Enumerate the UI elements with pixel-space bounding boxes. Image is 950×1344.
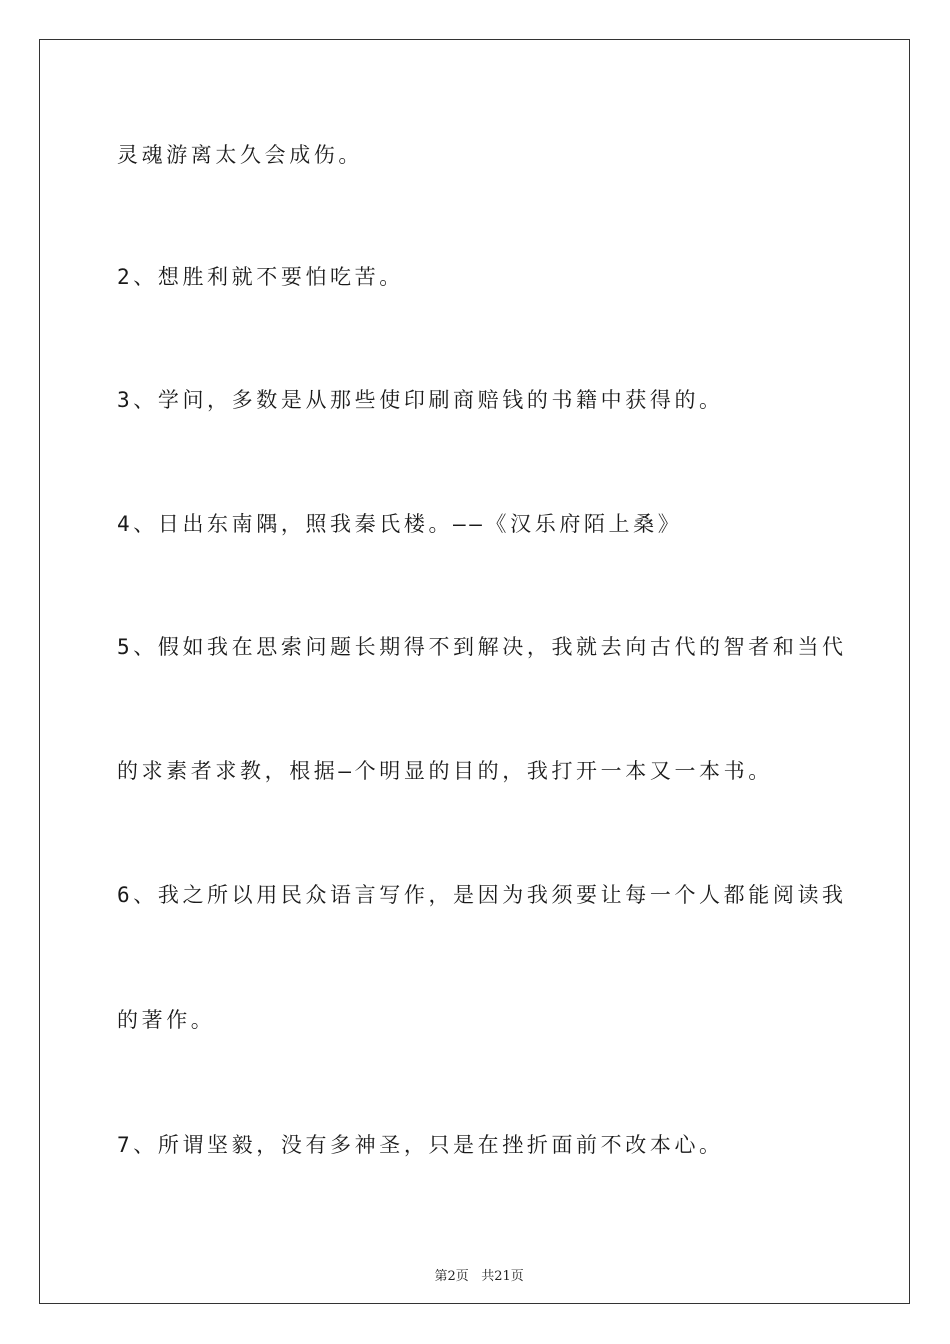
page-total: 共21页 [481,1269,524,1284]
text-line-5: 5、假如我在思索问题长期得不到解决，我就去向古代的智者和当代 [117,635,847,659]
text-line-4: 4、日出东南隅，照我秦氏楼。——《汉乐府陌上桑》 [117,512,683,536]
page-number: 第2页 [434,1269,469,1284]
text-line-8: 的著作。 [117,1008,216,1032]
text-line-3: 3、学问，多数是从那些使印刷商赔钱的书籍中获得的。 [117,388,724,412]
page-footer [0,1250,950,1284]
text-line-1: 灵魂游离太久会成伤。 [117,143,363,167]
text-line-9: 7、所谓坚毅，没有多神圣，只是在挫折面前不改本心。 [117,1133,724,1157]
text-line-7: 6、我之所以用民众语言写作，是因为我须要让每一个人都能阅读我 [117,883,847,907]
page-frame [39,39,910,1304]
text-line-6: 的求素者求教，根据—个明显的目的，我打开一本又一本书。 [117,759,773,783]
text-line-2: 2、想胜利就不要怕吃苦。 [117,265,404,289]
